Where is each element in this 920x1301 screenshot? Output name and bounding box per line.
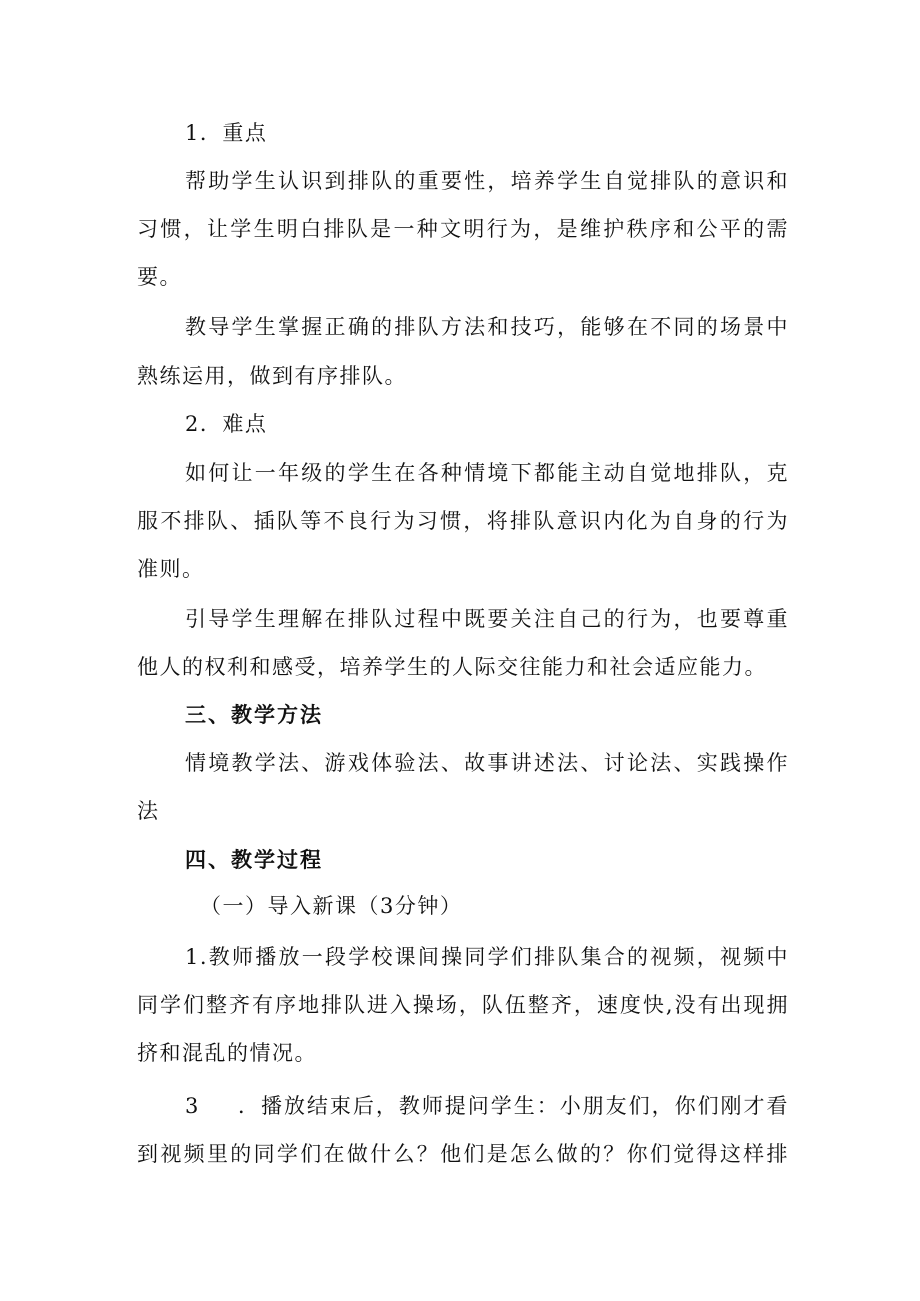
paragraph-line: 熟练运用，做到有序排队。	[137, 364, 407, 388]
subsection-title-difficult-point: 2．难点	[185, 412, 268, 436]
paragraph-line: 法	[137, 799, 160, 823]
subsection-title-intro: （一）导入新课（3分钟）	[200, 894, 463, 918]
subsection-title-key-point: 1．重点	[185, 121, 268, 145]
paragraph-line: 教导学生掌握正确的排队方法和技巧，能够在不同的场景中	[185, 315, 789, 339]
paragraph-line: 同学们整齐有序地排队进入操场，队伍整齐，速度快,没有出现拥	[137, 993, 789, 1017]
paragraph-line: 到视频里的同学们在做什么？他们是怎么做的？你们觉得这样排	[137, 1142, 789, 1166]
section-heading-process: 四、教学过程	[185, 847, 323, 872]
paragraph-line: 1.教师播放一段学校课间操同学们排队集合的视频，视频中	[185, 945, 789, 969]
paragraph-line: 他人的权利和感受，培养学生的人际交往能力和社会适应能力。	[137, 655, 767, 679]
paragraph-line: 如何让一年级的学生在各种情境下都能主动自觉地排队，克	[185, 461, 789, 485]
paragraph-line: 服不排队、插队等不良行为习惯，将排队意识内化为自身的行为	[137, 509, 789, 533]
paragraph-line: 准则。	[137, 557, 205, 581]
section-heading-methods: 三、教学方法	[185, 702, 323, 727]
paragraph-line: 帮助学生认识到排队的重要性，培养学生自觉排队的意识和	[185, 169, 789, 193]
paragraph-line: 习惯，让学生明白排队是一种文明行为，是维护秩序和公平的需	[137, 217, 789, 241]
paragraph-line: 挤和混乱的情况。	[137, 1041, 317, 1065]
paragraph-line: 引导学生理解在排队过程中既要关注自己的行为，也要尊重	[185, 607, 789, 631]
paragraph-line: 情境教学法、游戏体验法、故事讲述法、讨论法、实践操作	[185, 751, 789, 775]
list-number: 3	[185, 1094, 200, 1118]
paragraph-line: 要。	[137, 265, 182, 289]
paragraph-line: ．播放结束后，教师提问学生：小朋友们，你们刚才看	[238, 1094, 789, 1118]
